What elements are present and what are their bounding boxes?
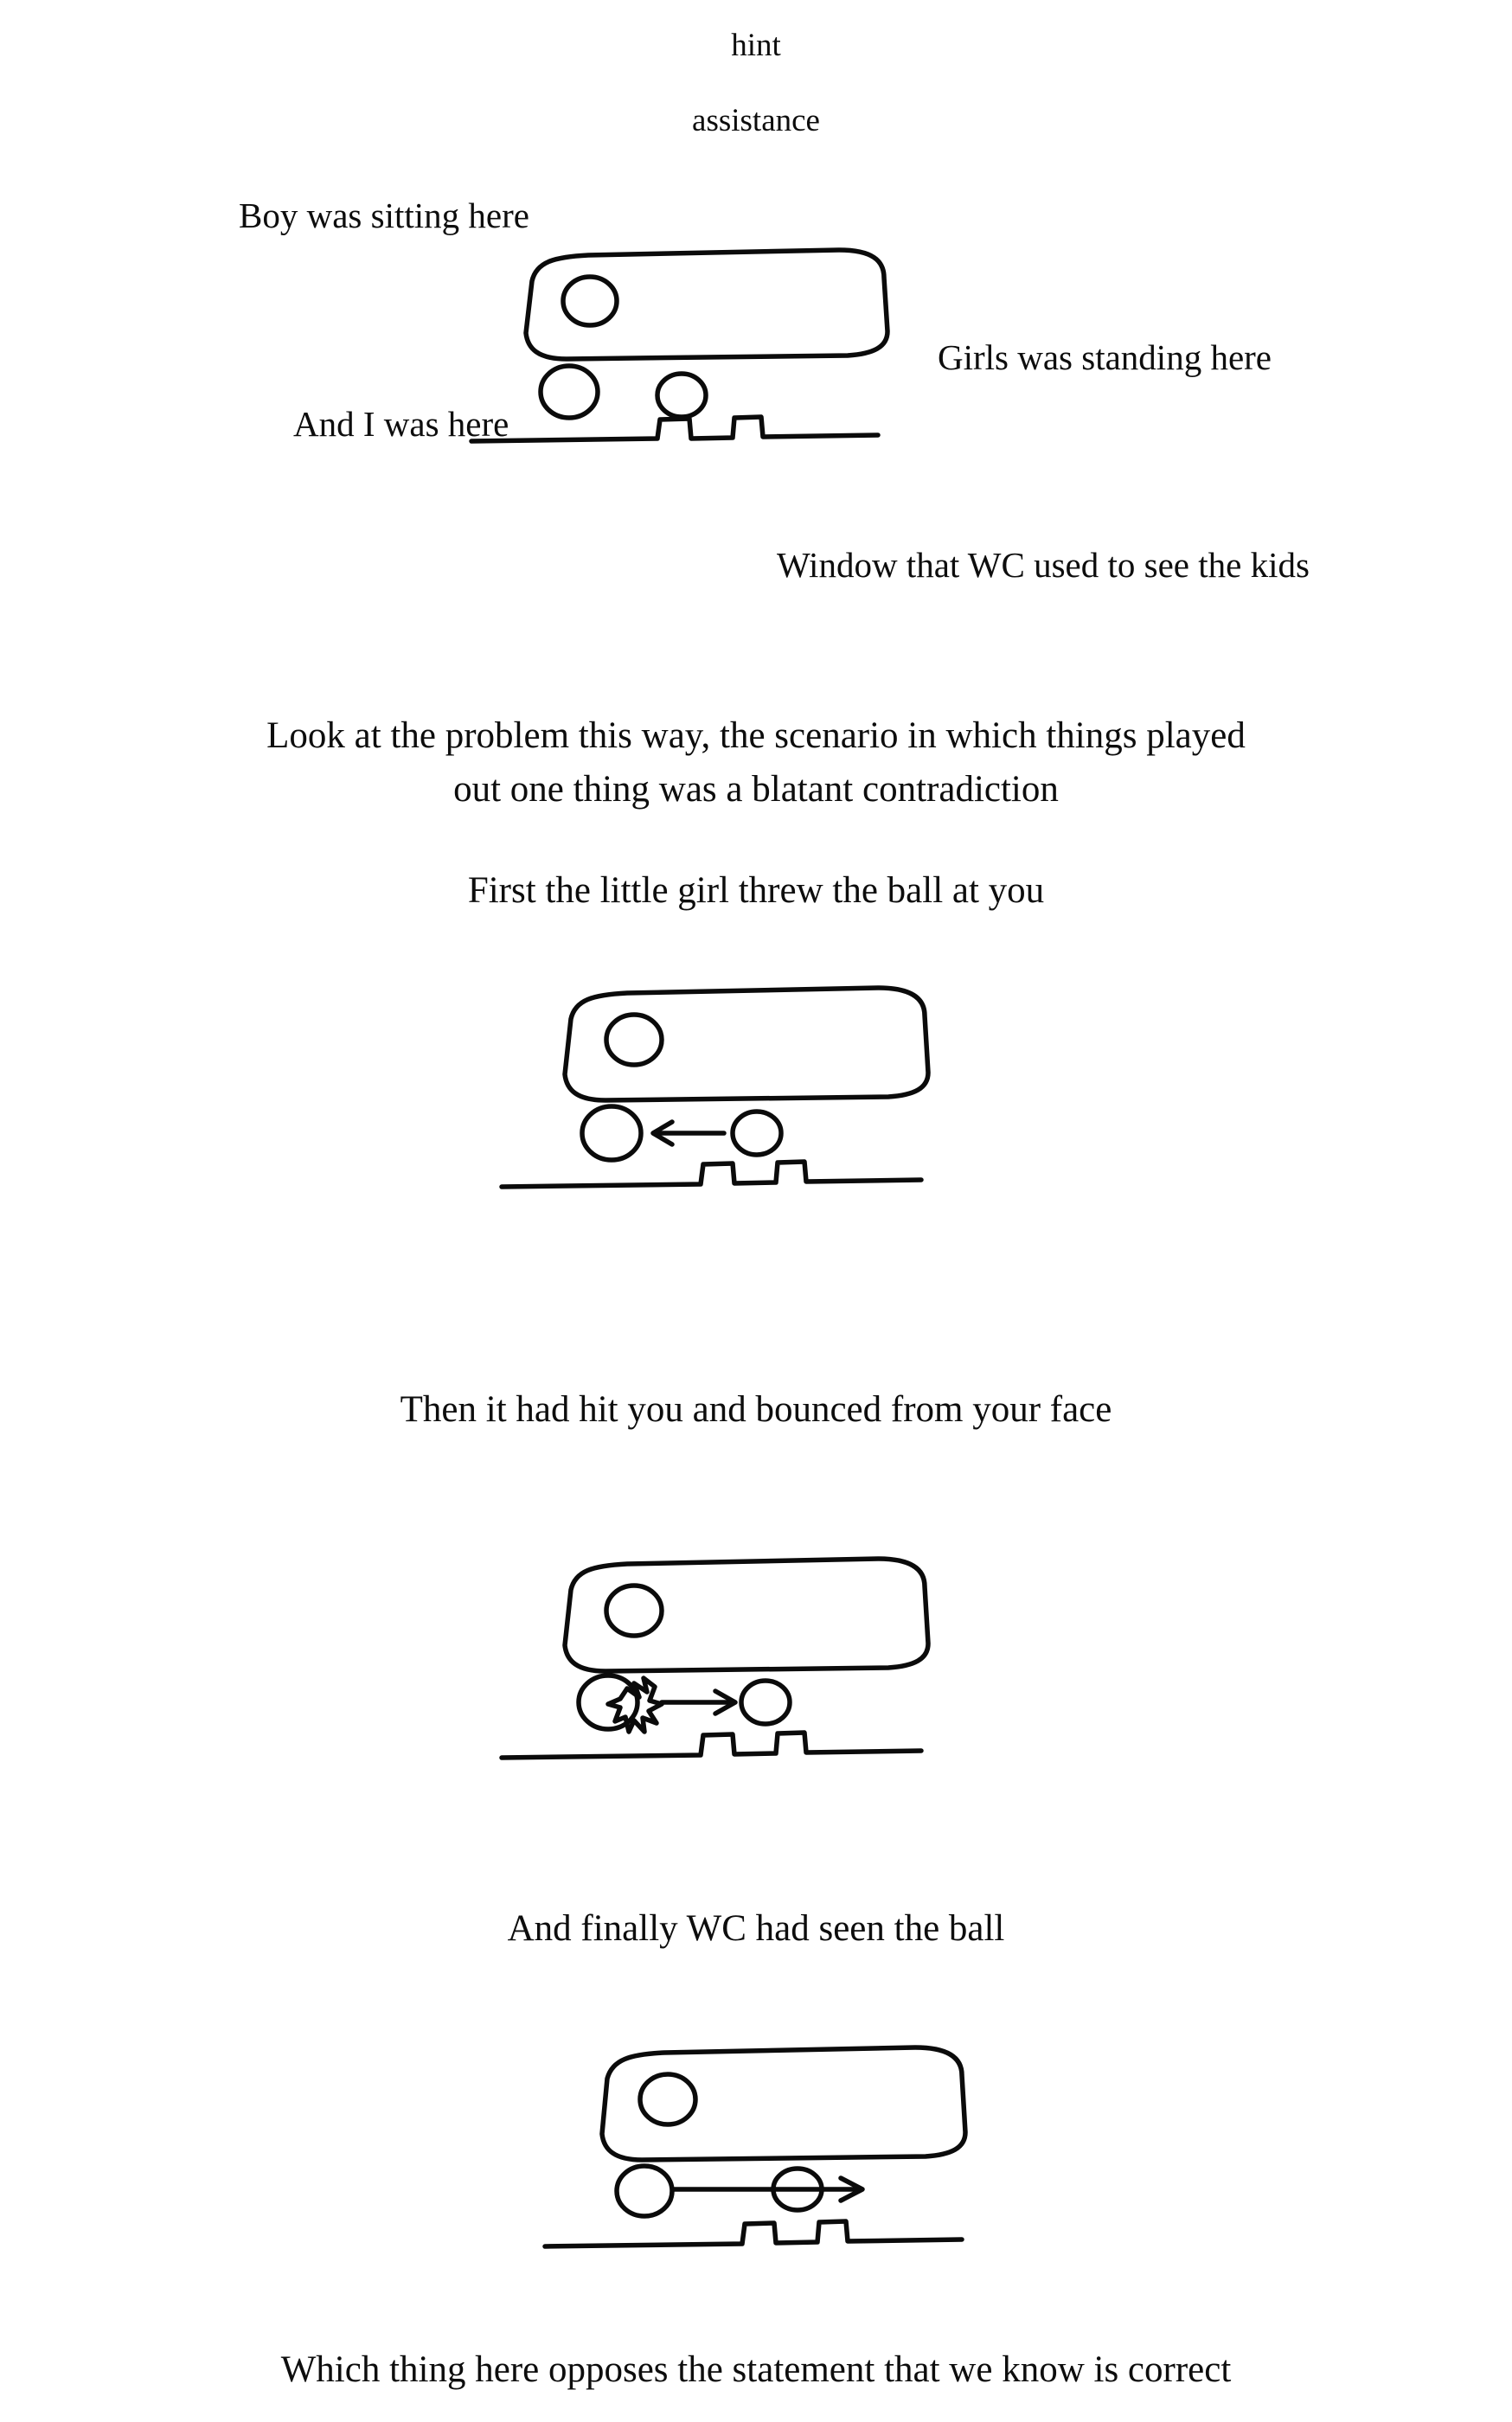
scene-2-drawing xyxy=(523,977,990,1237)
ground-and-window-line xyxy=(471,417,878,441)
bench-outline xyxy=(565,988,928,1100)
label-girls-was-standing-here: Girls was standing here xyxy=(938,337,1272,377)
scene-3-svg xyxy=(523,1548,990,1808)
label-boy-was-sitting-here: Boy was sitting here xyxy=(239,195,529,235)
scene-4-drawing xyxy=(562,2037,1047,2297)
boy-head-circle xyxy=(606,1015,662,1065)
my-head-circle xyxy=(617,2166,672,2216)
boy-head-circle xyxy=(640,2074,695,2124)
my-head-circle xyxy=(541,366,598,418)
assistance-subtitle: assistance xyxy=(692,103,820,138)
label-and-i-was-here: And I was here xyxy=(293,404,509,444)
my-head-circle xyxy=(582,1106,641,1160)
scene-4-svg xyxy=(562,2037,1047,2297)
girl-head-circle xyxy=(733,1112,781,1155)
ground-and-window-line xyxy=(545,2221,962,2246)
boy-head-circle xyxy=(563,277,617,325)
girl-head-circle xyxy=(657,374,706,417)
hint-title: hint xyxy=(731,28,781,63)
explanation-line-2: out one thing was a blatant contradiction xyxy=(453,769,1059,810)
ground-and-window-line xyxy=(502,1162,921,1187)
scene-1-drawing xyxy=(484,238,951,489)
footer-question: Which thing here opposes the statement that we know is correct xyxy=(280,2349,1232,2390)
label-window-wc-used: Window that WC used to see the kids xyxy=(777,545,1310,585)
scene-3-drawing xyxy=(523,1548,990,1808)
scene-2-svg xyxy=(523,977,990,1237)
bench-outline xyxy=(565,1559,928,1671)
ground-and-window-line xyxy=(502,1733,921,1758)
bench-outline xyxy=(602,2047,965,2160)
boy-head-circle xyxy=(606,1586,662,1636)
explanation-line-1: Look at the problem this way, the scenario in which things played xyxy=(266,715,1246,756)
step-1-caption: First the little girl threw the ball at you xyxy=(467,870,1045,911)
girl-head-circle xyxy=(741,1681,790,1724)
step-2-caption: Then it had hit you and bounced from your face xyxy=(400,1389,1112,1430)
impact-starburst xyxy=(608,1678,662,1732)
step-3-caption: And finally WC had seen the ball xyxy=(507,1908,1005,1949)
bench-outline xyxy=(526,250,887,359)
scene-1-svg xyxy=(484,238,951,489)
